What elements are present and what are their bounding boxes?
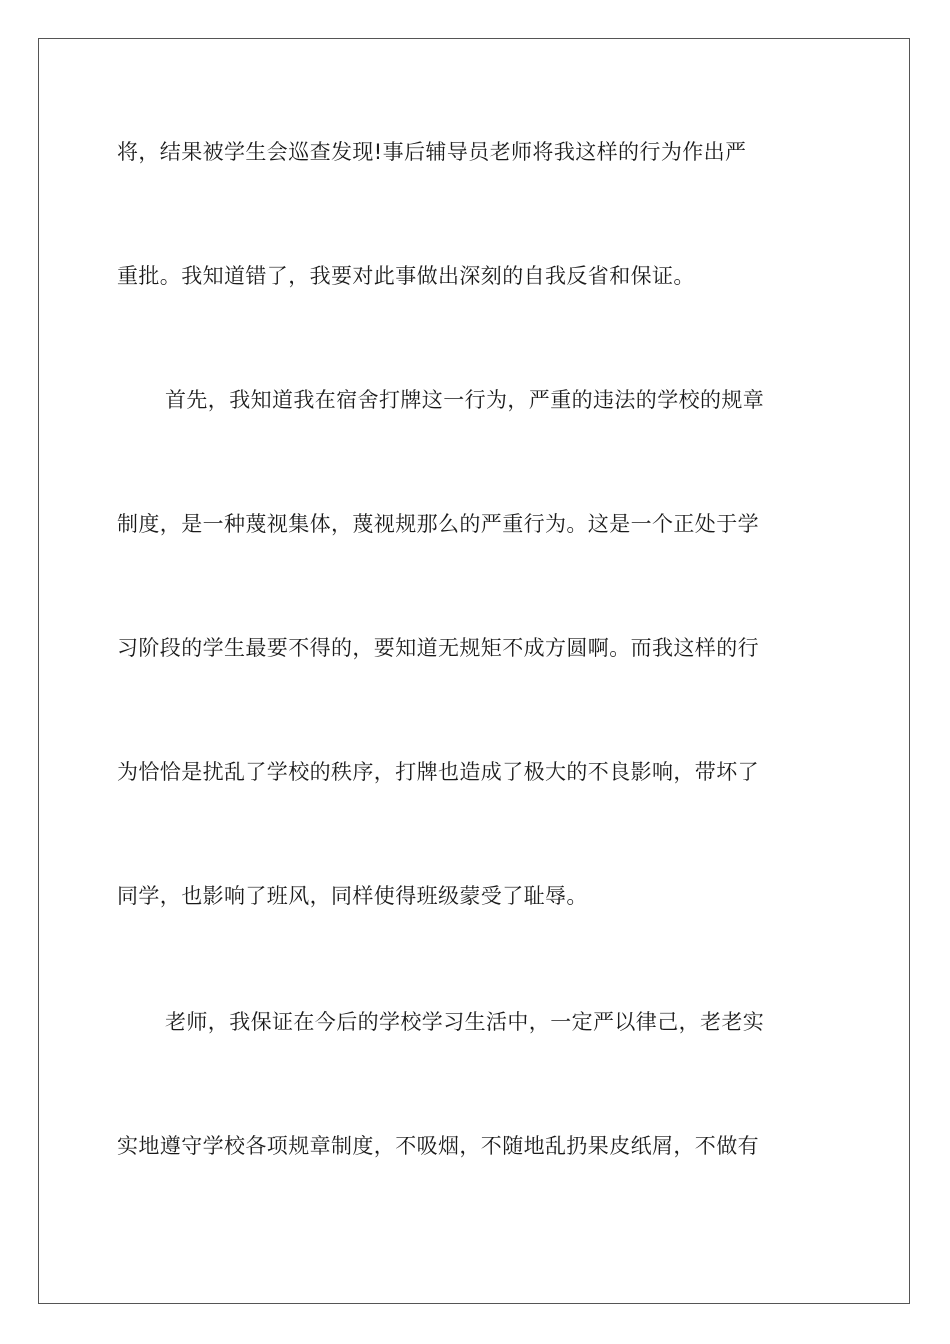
text-line: 实地遵守学校各项规章制度，不吸烟，不随地乱扔果皮纸屑，不做有: [117, 1134, 759, 1158]
paragraph-start-line: 老师，我保证在今后的学校学习生活中，一定严以律己，老老实: [165, 1010, 765, 1034]
text-line: 将，结果被学生会巡查发现!事后辅导员老师将我这样的行为作出严: [117, 140, 747, 164]
text-line: 制度，是一种蔑视集体，蔑视规那么的严重行为。这是一个正处于学: [117, 512, 759, 536]
text-line: 同学，也影响了班风，同样使得班级蒙受了耻辱。: [117, 884, 588, 908]
paragraph-start-line: 首先，我知道我在宿舍打牌这一行为，严重的违法的学校的规章: [165, 388, 765, 412]
text-line: 习阶段的学生最要不得的，要知道无规矩不成方圆啊。而我这样的行: [117, 636, 759, 660]
page-border: [38, 38, 910, 1304]
text-line: 重批。我知道错了，我要对此事做出深刻的自我反省和保证。: [117, 264, 695, 288]
text-line: 为恰恰是扰乱了学校的秩序，打牌也造成了极大的不良影响，带坏了: [117, 760, 759, 784]
